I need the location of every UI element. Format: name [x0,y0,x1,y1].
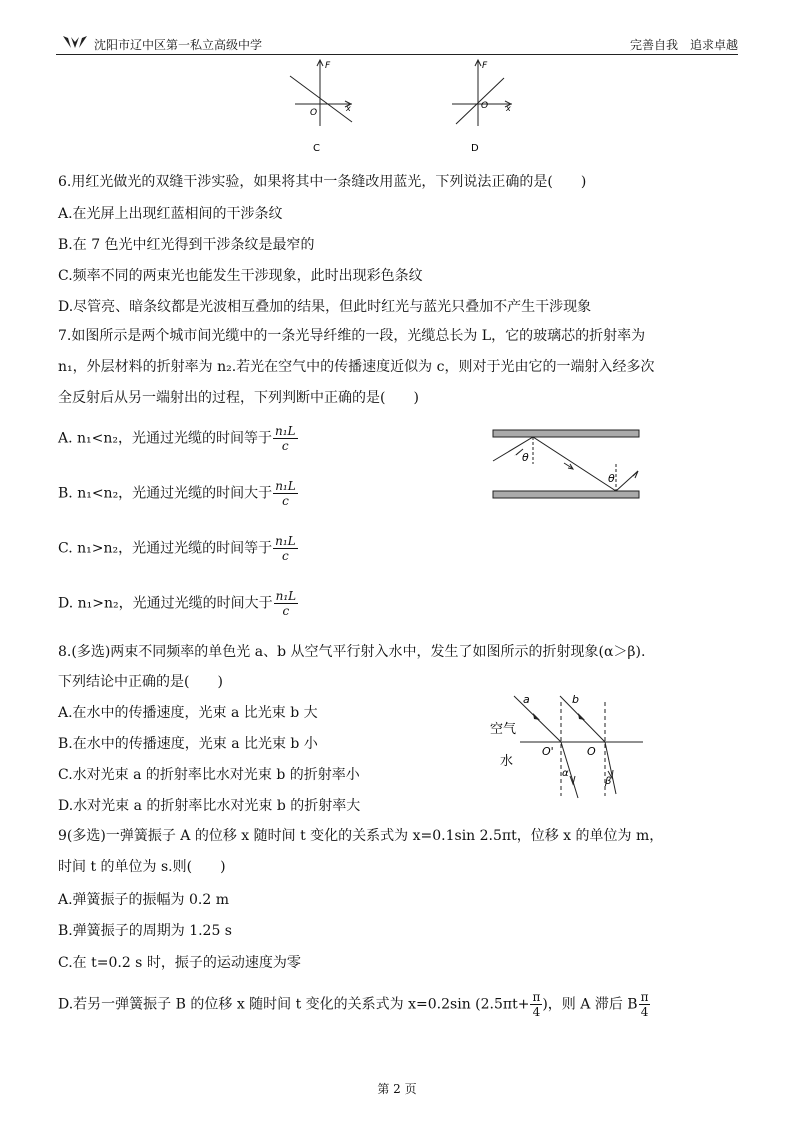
school-name: 沈阳市辽中区第一私立高级中学 [94,38,263,52]
ray-b-label: b [572,693,579,706]
q7-stem-line1: 7.如图所示是两个城市间光缆中的一条光导纤维的一段，光缆总长为 L，它的玻璃芯的折射率为 [58,328,646,344]
q7-stem-line3: 全反射后从另一端射出的过程，下列判断中正确的是( ) [58,390,419,406]
fraction-pi-over-4 [530,990,542,1019]
page-number: 第 2 页 [377,1082,417,1096]
alpha-label: α [562,768,569,779]
origin-label-d: O [481,101,489,111]
q8-stem-line2: 下列结论中正确的是( ) [58,674,223,690]
axis-f-label-d: F [482,61,488,71]
q9-option-c: C.在 t=0.2 s 时，振子的运动速度为零 [58,955,301,971]
origin-o-label: O [587,745,596,758]
optical-fiber-figure [488,424,648,506]
q9-option-d-text-2: )，则 A 滞后 B [542,996,638,1013]
fraction-pi-over-4-end [639,990,651,1019]
q7-option-b-text: B. n₁<n₂，光通过光缆的时间大于 [58,485,273,502]
ray-a-label: a [523,693,530,706]
refraction-figure [488,688,648,800]
school-logo-icon [62,34,88,50]
q9-option-d-text-1: D.若另一弹簧振子 B 的位移 x 随时间 t 变化的关系式为 x=0.2sin (2.5πt+ [58,996,530,1013]
q8-option-d: D.水对光束 a 的折射率比水对光束 b 的折射率大 [58,798,361,814]
q6-stem: 6.用红光做光的双缝干涉实验，如果将其中一条缝改用蓝光，下列说法正确的是( ) [58,174,587,190]
axis-x-label-c: x [346,104,351,113]
q8-option-a: A.在水中的传播速度，光束 a 比光束 b 大 [58,705,318,721]
graph-d-label: D [471,143,479,154]
graph-c [290,60,352,154]
frac-four: 4 [640,1005,649,1019]
fraction-n1l-over-c [273,534,298,563]
q8-option-b: B.在水中的传播速度，光束 a 比光束 b 小 [58,736,318,752]
q9-option-a: A.弹簧振子的振幅为 0.2 m [58,892,230,908]
graph-d [452,60,512,154]
origin-label-c: O [310,108,318,118]
q8-option-c: C.水对光束 a 的折射率比水对光束 b 的折射率小 [58,767,360,783]
q8-stem-line1: 8.(多选)两束不同频率的单色光 a、b 从空气平行射入水中，发生了如图所示的折射现象(α＞β). [58,644,646,660]
figure-graphs-cd [280,58,530,158]
q6-option-d: D.尽管亮、暗条纹都是光波相互叠加的结果，但此时红光与蓝光只叠加不产生干涉现象 [58,299,592,315]
theta-label-2: θ [608,472,615,485]
q7-option-b [58,479,298,508]
fraction-n1l-over-c [273,424,298,453]
frac-den: c [281,439,289,453]
axis-x-label-d: x [506,104,511,113]
q6-option-b: B.在 7 色光中红光得到干涉条纹是最窄的 [58,237,315,253]
frac-den: c [282,549,289,563]
frac-den: c [282,494,289,508]
theta-label-1: θ [522,451,529,464]
q7-option-c-text: C. n₁>n₂，光通过光缆的时间等于 [58,540,273,557]
frac-num: n₁L [275,479,296,493]
axis-f-label-c: F [325,61,331,71]
air-label: 空气 [490,722,517,737]
beta-label: β [605,776,612,787]
q9-stem-line2: 时间 t 的单位为 s.则( ) [58,859,226,875]
frac-num: n₁L [275,534,296,548]
frac-num: n₁L [275,589,297,603]
q9-stem-line1: 9(多选)一弹簧振子 A 的位移 x 随时间 t 变化的关系式为 x=0.1sin 2.5πt，位移 x 的单位为 m， [58,828,664,844]
graph-c-label: C [313,143,320,154]
fraction-n1l-over-c [274,589,299,618]
q7-option-c [58,534,298,563]
q6-option-c: C.频率不同的两束光也能发生干涉现象，此时出现彩色条纹 [58,268,423,284]
frac-pi: π [640,990,649,1004]
q7-option-a-text: A. n₁<n₂，光通过光缆的时间等于 [58,430,272,447]
q9-option-b: B.弹簧振子的周期为 1.25 s [58,923,232,939]
school-motto: 完善自我 追求卓越 [629,38,738,52]
frac-pi: π [532,990,541,1004]
q7-stem-line2: n₁，外层材料的折射率为 n₂.若光在空气中的传播速度近似为 c，则对于光由它的一端射入经多次 [58,359,655,375]
q7-option-d-text: D. n₁>n₂，光通过光缆的时间大于 [58,595,273,612]
frac-num: n₁L [275,424,296,438]
fraction-n1l-over-c [273,479,298,508]
origin-o-prime-label: O' [542,745,554,758]
q9-option-d [58,990,650,1019]
frac-four: 4 [532,1005,541,1019]
frac-den: c [282,604,290,618]
q6-option-a: A.在光屏上出现红蓝相间的干涉条纹 [58,206,283,222]
q7-option-d [58,589,298,618]
q7-option-a [58,424,298,453]
water-label: 水 [500,754,514,769]
page-header [56,30,738,55]
